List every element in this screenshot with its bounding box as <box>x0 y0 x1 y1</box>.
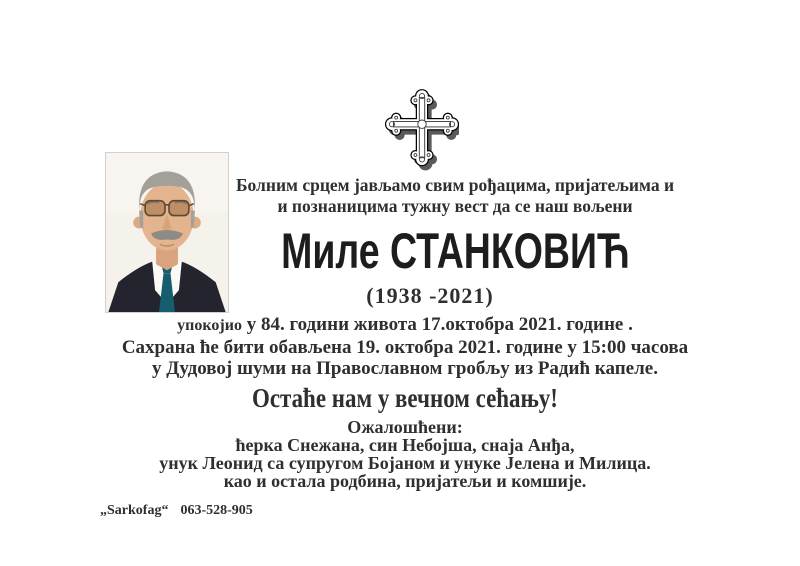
funeral-home-name: „Sarkofag“ <box>100 503 169 518</box>
mourners-line-2: унук Леонид са супругом Бојаном и унуке Јелена и Милица. <box>159 452 651 473</box>
mourners-line-1: ћерка Снежана, син Небојша, снаја Анђа, <box>235 434 575 455</box>
deceased-name: Миле СТАНКОВИЋ <box>280 223 630 279</box>
passing-details: у 84. години живота 17.октобра 2021. године . <box>241 314 633 335</box>
remembrance-row <box>5 383 800 418</box>
mourners-line-3: као и остала родбина, пријатељи и комшије. <box>223 471 587 492</box>
passing-line <box>5 314 800 337</box>
funeral-home-info <box>100 503 253 519</box>
remembrance-line: Остаће нам у вечном сећању! <box>252 382 558 413</box>
announcement-text <box>235 175 675 217</box>
mourners-title: Ожалошћени: <box>347 416 463 437</box>
deceased-name-row <box>215 222 695 280</box>
funeral-line: Сахрана ће бити обављена 19. октобра 2021. године у 15:00 часова <box>121 336 689 358</box>
announcement-line-1: Болним срцем јављамо свим рођацима, пријатељима и <box>235 175 675 195</box>
orthodox-cross-icon <box>385 84 459 176</box>
announcement-line-2: и познаницима тужну вест да се наш вољени <box>277 196 633 216</box>
location-line: у Дудовој шуми на Православном гробљу из Радић капеле. <box>152 358 658 379</box>
funeral-home-phone: 063-528-905 <box>180 503 253 518</box>
funeral-details-block <box>5 314 800 491</box>
passing-word: упокојио <box>177 317 242 334</box>
life-years: (1938 -2021) <box>366 283 494 308</box>
